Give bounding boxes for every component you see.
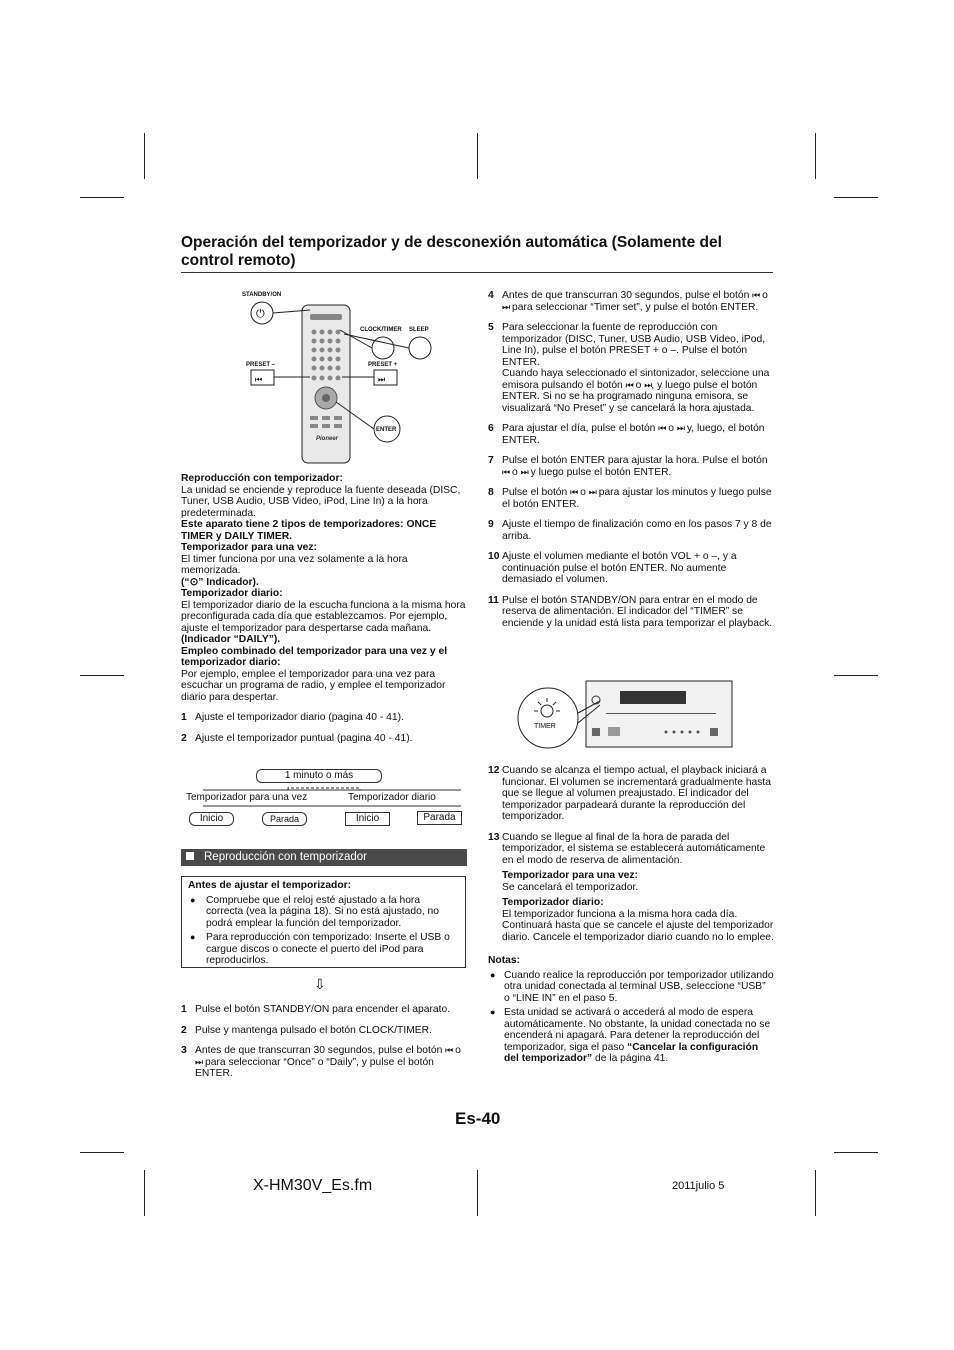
- step-5: 5 Para seleccionar la fuente de reproducción con temporizador (DISC, Tuner, USB Audio, USB Video, iPod, Line In), pulse el botón PRESET + o –. Pulse el botón ENTER. Cuando haya seleccionado el sintonizador, seleccione una emisora pulsando el botón ⏮ o ⏭, y luego pulse el botón ENTER. Si no se ha programado ninguna emisora, se visualizará “No Preset” y se cancelará la hora ajustada.: [488, 322, 770, 414]
- standby-label: STANDBY/ON: [242, 292, 282, 298]
- step-13: 13 Cuando se llegue al final de la hora de parada del temporizador, el sistema se establecerá automáticamente en el modo de reserva de alimentación. Temporizador para una vez: Se cancelará el temporizador. Temporizador diario: El temporizador funciona a la misma hora cada día. Continuará hasta que se cancele el ajuste del temporizador diario. Cancele el temporizador diario cuando no lo emplee.: [488, 831, 774, 943]
- crop-mark: [144, 133, 145, 179]
- crop-mark: [80, 1152, 124, 1153]
- notes-heading: Notas:: [488, 955, 521, 966]
- timeline-stop-2: Parada: [417, 811, 462, 825]
- step-6: 6 Para ajustar el día, pulse el botón ⏮ o ⏭ y, luego, el botón ENTER.: [488, 423, 765, 446]
- step-11: 11 Pulse el botón STANDBY/ON para entrar en el modo de reserva de alimentación. El indicador del “TIMER” se enciende y la unidad está lista para temporizar el playback.: [488, 594, 773, 629]
- timeline-start-2: Inicio: [345, 812, 390, 826]
- timeline-once-label: Temporizador para una vez: [186, 792, 308, 803]
- timeline-daily-label: Temporizador diario: [348, 792, 436, 803]
- paragraph: (“⊙” Indicador).: [181, 576, 259, 588]
- sleep-label: SLEEP: [409, 327, 429, 333]
- paragraph: Se cancelará el temporizador.: [502, 881, 639, 893]
- crop-mark: [80, 197, 124, 198]
- step-10: 10 Ajuste el volumen mediante el botón VOL + o –, y a continuación pulse el botón ENTER. No aumente demasiado el volumen.: [488, 551, 737, 585]
- note-item: ● Cuando realice la reproducción por temporizador utilizando otra unidad conectada al terminal USB, seleccione “USB” o “LINE IN” en el paso 5.: [488, 970, 774, 1005]
- paragraph: Por ejemplo, emplee el temporizador para una vez para escuchar un programa de radio, y emplee el temporizador diario para despertar.: [181, 668, 446, 703]
- right-column: [488, 290, 774, 629]
- step-2: 2 Ajuste el temporizador puntual (pagina 40 - 41).: [181, 732, 413, 744]
- step-12: 12 Cuando se alcanza el tiempo actual, el playback iniciará a funcionar. El volumen se incrementará gradualmente hasta que se llegue al volumen preajustado. El indicador del temporizador parpadeará durante la reproducción del temporizador.: [488, 765, 772, 822]
- bullet-item: ● Compruebe que el reloj esté ajustado a la hora correcta (vea la página 18). Si no está ajustado, no podrá emplear la función del temporizador.: [188, 895, 459, 930]
- remote-illustration: [240, 288, 440, 468]
- heading: Este aparato tiene 2 tipos de temporizadores: ONCE TIMER y DAILY TIMER.: [181, 519, 437, 542]
- left-column: [181, 473, 469, 744]
- heading: Empleo combinado del temporizador para una vez y el temporizador diario:: [181, 645, 448, 668]
- timeline-stop-1: Parada: [262, 812, 307, 826]
- clock-timer-label: CLOCK/TIMER: [360, 327, 402, 333]
- next-track-icon: ⏭: [644, 379, 652, 390]
- next-track-icon: ⏭: [676, 423, 684, 433]
- crop-mark: [477, 1170, 478, 1216]
- step-4: 4 Antes de que transcurran 30 segundos, pulse el botón ⏮ o ⏭ para seleccionar “Timer set”, y pulse el botón ENTER.: [488, 290, 768, 313]
- next-track-icon: ⏭: [588, 487, 596, 497]
- page-title: Operación del temporizador y de desconexión automática (Solamente del control remoto): [181, 234, 722, 269]
- step-8: 8 Pulse el botón ⏮ o ⏭ para ajustar los minutos y luego pulse el botón ENTER.: [488, 487, 772, 510]
- heading: Reproducción con temporizador:: [181, 473, 343, 484]
- timeline-start-1: Inicio: [189, 812, 234, 826]
- paragraph: El temporizador funciona a la misma hora cada día. Continuará hasta que se cancele el ajuste del temporizador diario. Cancele el temporizador diario cuando no lo emplee.: [502, 908, 774, 943]
- heading: Temporizador para una vez:: [181, 542, 317, 553]
- heading: Temporizador diario:: [181, 588, 283, 599]
- device-illustration: [516, 678, 736, 754]
- step-9: 9 Ajuste el tiempo de finalización como en los pasos 7 y 8 de arriba.: [488, 519, 772, 542]
- right-column-lower: [488, 765, 774, 1065]
- paragraph: El temporizador diario de la escucha funciona a la misma hora preconfigurada cada día que establezcamos. Por ejemplo, ajuste el temporizador para despertarse cada mañana.: [181, 599, 466, 634]
- prev-track-icon: ⏮: [445, 1045, 453, 1055]
- next-track-icon: ⏭: [195, 1056, 203, 1067]
- prev-track-icon: ⏮: [570, 487, 578, 497]
- section-header: Reproducción con temporizador: [181, 849, 467, 866]
- prev-track-icon: ⏮: [625, 379, 633, 390]
- page-number: Es-40: [455, 1109, 501, 1128]
- enter-label: ENTER: [376, 427, 397, 433]
- down-arrow-icon: ⇩: [314, 976, 326, 992]
- bullet-item: ● Para reproducción con temporizado: Inserte el USB o cargue discos o conecte el puerto del iPod para reproducirlos.: [188, 932, 459, 967]
- crop-mark: [834, 197, 878, 198]
- paragraph: El timer funciona por una vez solamente a la hora memorizada.: [181, 553, 408, 576]
- crop-mark: [815, 1170, 816, 1216]
- title-divider: [181, 272, 773, 273]
- paragraph: (Indicador “DAILY”).: [181, 634, 281, 645]
- step-3: 3 Antes de que transcurran 30 segundos, pulse el botón ⏮ o ⏭ para seleccionar “Once” o “Daily”, y pulse el botón ENTER.: [181, 1045, 461, 1079]
- preset-plus-label: PRESET +: [368, 362, 398, 368]
- prev-track-icon: ⏮: [502, 466, 510, 477]
- next-track-icon: ⏭: [502, 301, 510, 312]
- note-item: ● Esta unidad se activará o accederá al modo de espera automáticamente. No obstante, la unidad conectada no se encenderá ni apagará. Para detener la reproducción del temporizador, siga el paso “Cancelar la configuración del temporizador” de la página 41.: [488, 1007, 774, 1065]
- svg-text:⏭: ⏭: [378, 375, 386, 384]
- crop-mark: [477, 133, 478, 179]
- subheading: Temporizador para una vez:: [502, 870, 638, 881]
- step-2: 2 Pulse y mantenga pulsado el botón CLOCK/TIMER.: [181, 1024, 432, 1036]
- subheading: Temporizador diario:: [502, 897, 604, 908]
- step-7: 7 Pulse el botón ENTER para ajustar la hora. Pulse el botón ⏮ o ⏭ y luego pulse el botón ENTER.: [488, 455, 768, 478]
- setup-steps: [181, 1004, 469, 1080]
- file-date: 2011julio 5: [672, 1180, 725, 1192]
- step-1: 1 Pulse el botón STANDBY/ON para encender el aparato.: [181, 1004, 451, 1015]
- crop-mark: [834, 675, 878, 676]
- prev-track-icon: ⏮: [752, 290, 760, 300]
- crop-mark: [144, 1170, 145, 1216]
- paragraph: La unidad se enciende y reproduce la fuente deseada (DISC, Tuner, USB Audio, USB Video, iPod, Line In) a la hora predeterminada.: [181, 484, 461, 519]
- before-setting-box: [181, 876, 466, 968]
- step-1: 1 Ajuste el temporizador diario (pagina 40 - 41).: [181, 712, 404, 723]
- crop-mark: [834, 1152, 878, 1153]
- next-track-icon: ⏭: [520, 466, 528, 477]
- file-name: X-HM30V_Es.fm: [253, 1177, 373, 1194]
- svg-text:⏻: ⏻: [256, 307, 265, 320]
- square-bullet-icon: [186, 852, 194, 860]
- timeline-minute-label: 1 minuto o más: [256, 769, 382, 783]
- prev-track-icon: ⏮: [658, 423, 666, 433]
- crop-mark: [815, 133, 816, 179]
- crop-mark: [80, 675, 124, 676]
- box-title: Antes de ajustar el temporizador:: [188, 880, 352, 891]
- timer-indicator-label: TIMER: [534, 723, 556, 730]
- svg-text:Pioneer: Pioneer: [316, 436, 339, 442]
- svg-text:⏮: ⏮: [255, 375, 263, 384]
- preset-minus-label: PRESET –: [246, 362, 276, 368]
